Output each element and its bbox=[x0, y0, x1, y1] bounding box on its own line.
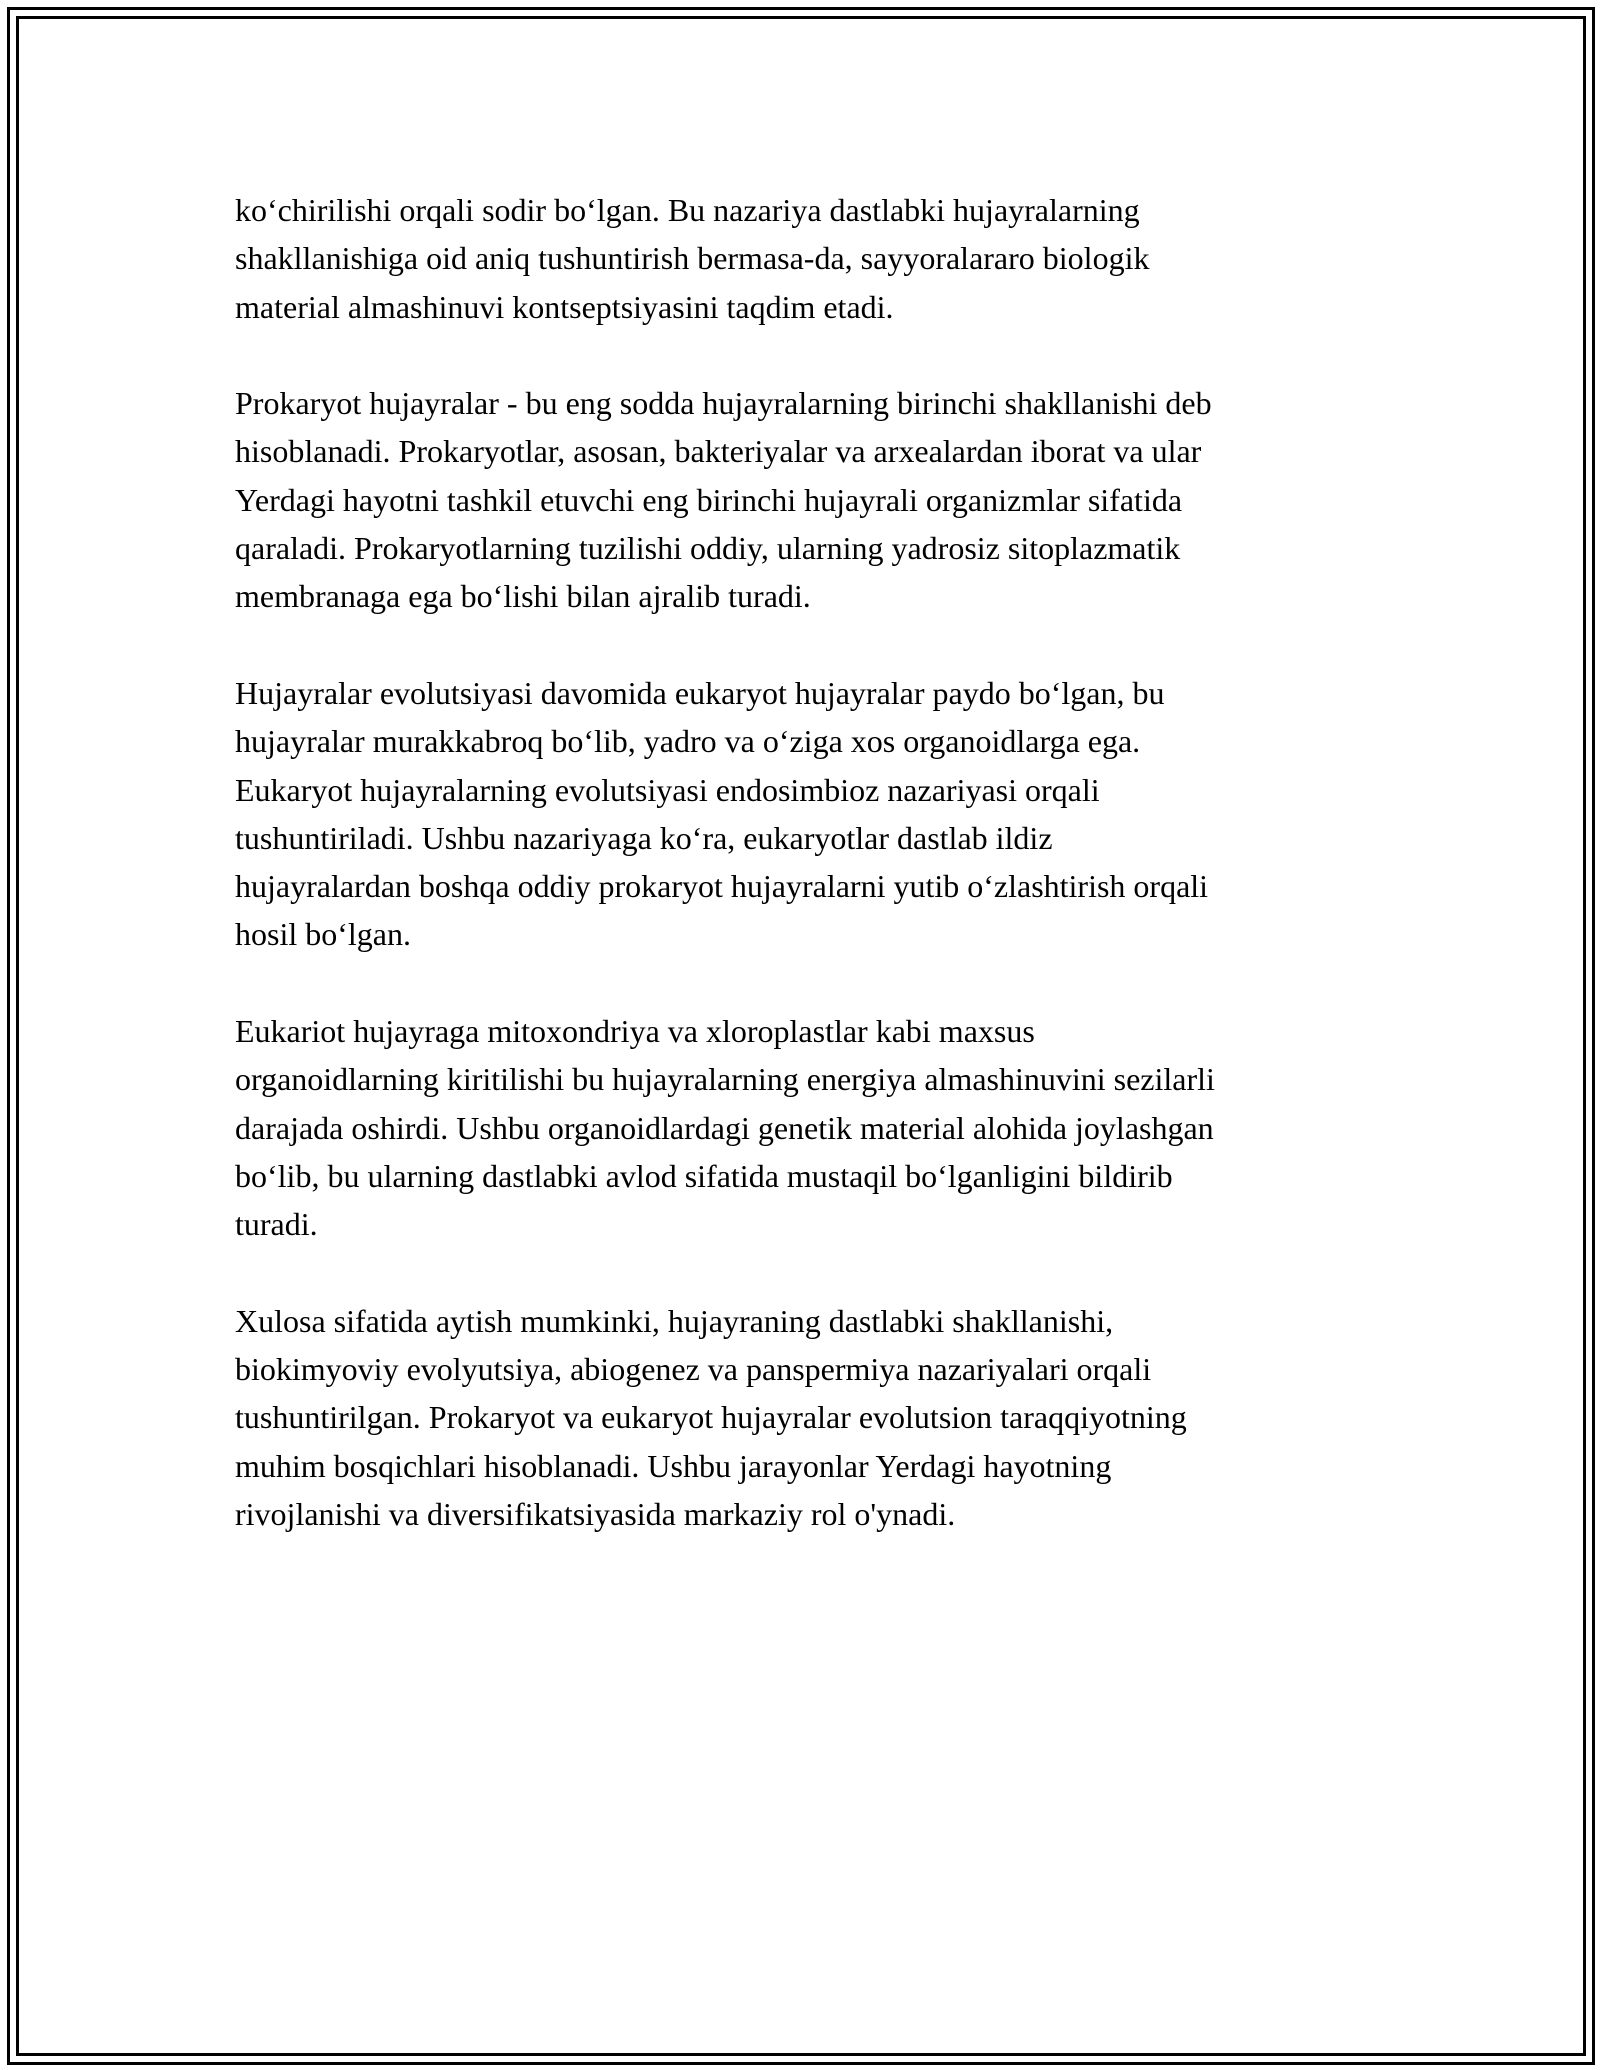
paragraph-panspermia-continuation: ko‘chirilishi orqali sodir bo‘lgan. Bu nazariya dastlabki hujayralarning shakllanishiga oid aniq tushuntirish bermasa-da, sayyoralararo biologik material almashinuvi kontseptsiyasini taqdim etadi. bbox=[235, 192, 1150, 325]
paragraph-prokaryotes: Prokaryot hujayralar - bu eng sodda hujayralarning birinchi shakllanishi deb hisoblanadi. Prokaryotlar, asosan, bakteriyalar va arxealardan iborat va ular Yerdagi hayotni tashkil etuvchi eng birinchi hujayrali organizmlar sifatida qaraladi. Prokaryotlarning tuzilishi oddiy, ularning yadrosiz sitoplazmatik membranaga ega bo‘lishi bilan ajralib turadi. bbox=[235, 385, 1212, 615]
paragraph-organelles: Eukariot hujayraga mitoxondriya va xloroplastlar kabi maxsus organoidlarning kiritilishi bu hujayralarning energiya almashinuvini sezilarli darajada oshirdi. Ushbu organoidlardagi genetik material alohida joylashgan bo‘lib, bu ularning dastlabki avlod sifatida mustaqil bo‘lganligini bildirib turadi. bbox=[235, 1013, 1215, 1243]
paragraph-eukaryotes: Hujayralar evolutsiyasi davomida eukaryot hujayralar paydo bo‘lgan, bu hujayralar murakkabroq bo‘lib, yadro va o‘ziga xos organoidlarga ega. Eukaryot hujayralarning evolutsiyasi endosimbioz nazariyasi orqali tushuntiriladi. Ushbu nazariyaga ko‘ra, eukaryotlar dastlab ildiz hujayralardan boshqa oddiy prokaryot hujayralarni yutib o‘zlashtirish orqali hosil bo‘lgan. bbox=[235, 674, 1209, 953]
document-body bbox=[235, 186, 1375, 1587]
paragraph-conclusion: Xulosa sifatida aytish mumkinki, hujayraning dastlabki shakllanishi, biokimyoviy evolyutsiya, abiogenez va panspermiya nazariyalari orqali tushuntirilgan. Prokaryot va eukaryot hujayralar evolutsion taraqqiyotning muhim bosqichlari hisoblanadi. Ushbu jarayonlar Yerdagi hayotning rivojlanishi va diversifikatsiyasida markaziy rol o'ynadi. bbox=[235, 1302, 1187, 1533]
